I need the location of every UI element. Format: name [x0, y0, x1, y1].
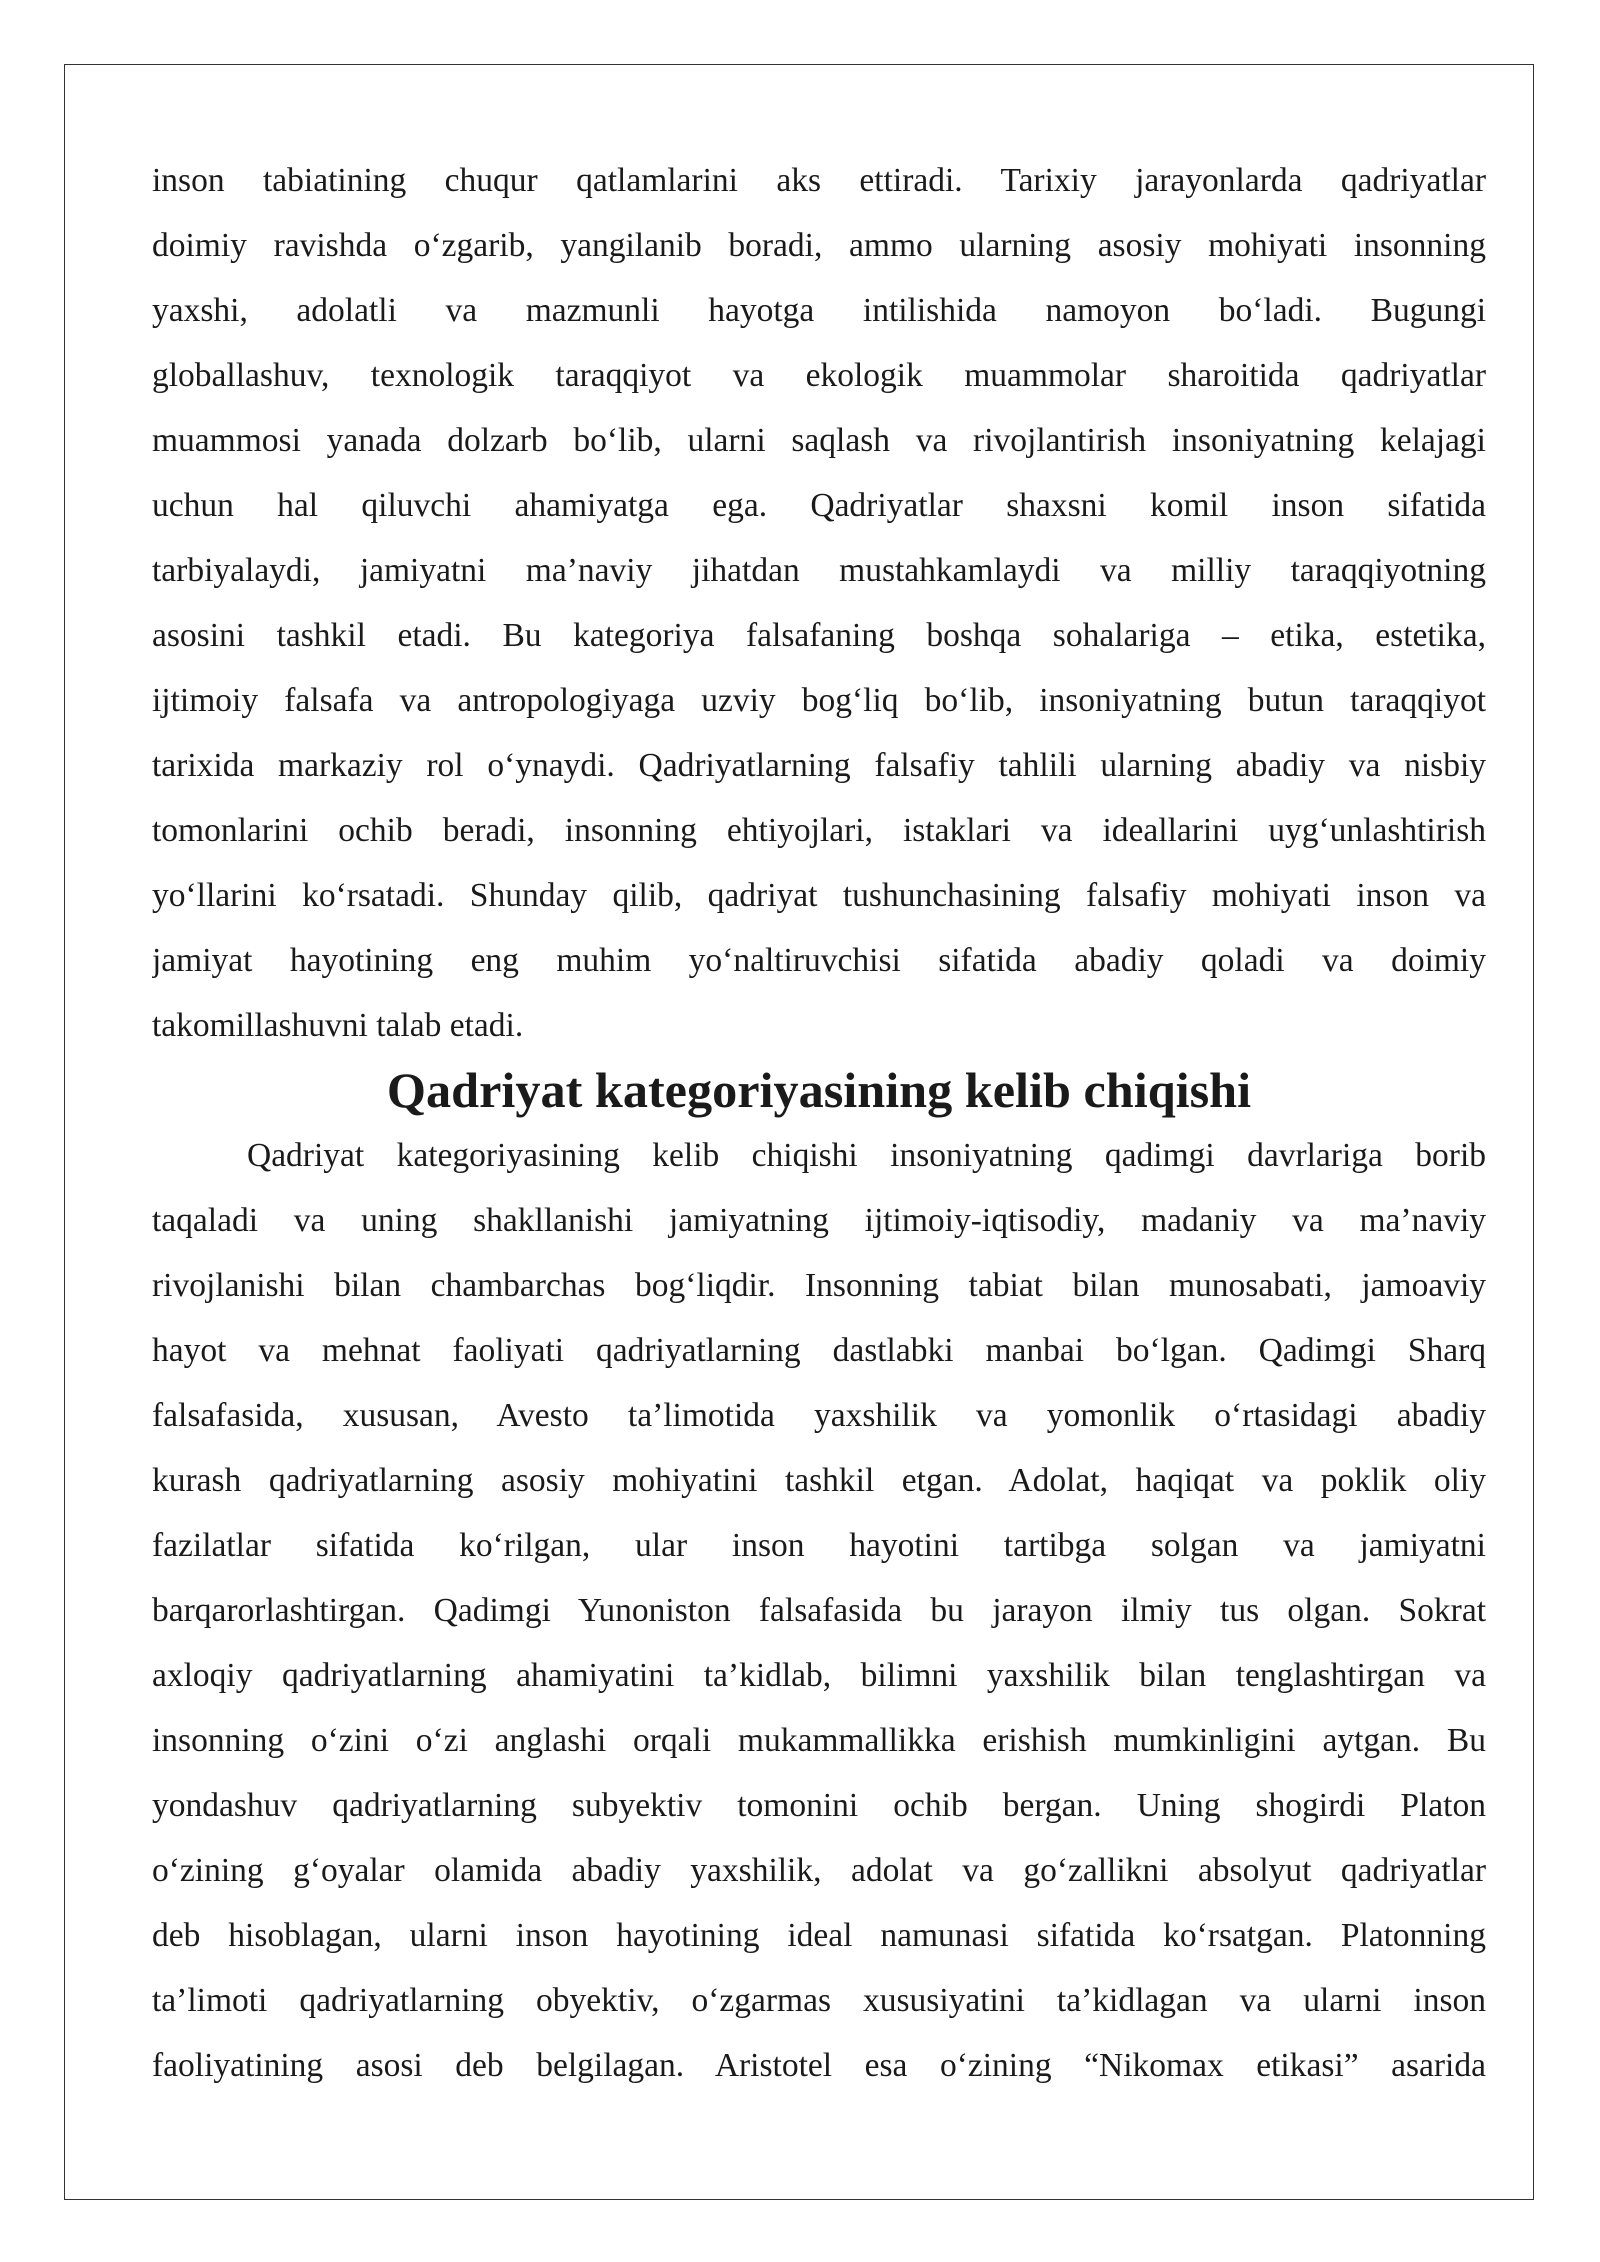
text-line: asosini tashkil etadi. Bu kategoriya falsafaning boshqa sohalariga – etika, estetika,	[152, 617, 1486, 654]
text-line: yo‘llarini ko‘rsatadi. Shunday qilib, qadriyat tushunchasining falsafiy mohiyati inson va	[152, 877, 1486, 914]
text-line: Qadriyat kategoriyasining kelib chiqishi insoniyatning qadimgi davrlariga borib	[247, 1137, 1486, 1174]
text-line: falsafasida, xususan, Avesto ta’limotida yaxshilik va yomonlik o‘rtasidagi abadiy	[152, 1397, 1486, 1434]
text-line: tarbiyalaydi, jamiyatni ma’naviy jihatdan mustahkamlaydi va milliy taraqqiyotning	[152, 552, 1486, 589]
text-line: muammosi yanada dolzarb bo‘lib, ularni saqlash va rivojlantirish insoniyatning kelajagi	[152, 422, 1486, 459]
section-heading: Qadriyat kategoriyasining kelib chiqishi	[386, 1062, 1252, 1118]
text-line: deb hisoblagan, ularni inson hayotining ideal namunasi sifatida ko‘rsatgan. Platonning	[152, 1917, 1486, 1954]
text-line: takomillashuvni talab etadi.	[152, 1007, 524, 1044]
text-line: barqarorlashtirgan. Qadimgi Yunoniston falsafasida bu jarayon ilmiy tus olgan. Sokrat	[152, 1592, 1486, 1629]
text-line: tarixida markaziy rol o‘ynaydi. Qadriyatlarning falsafiy tahlili ularning abadiy va nisbiy	[152, 747, 1486, 784]
text-line: yondashuv qadriyatlarning subyektiv tomonini ochib bergan. Uning shogirdi Platon	[152, 1787, 1486, 1824]
text-line: yaxshi, adolatli va mazmunli hayotga intilishida namoyon bo‘ladi. Bugungi	[152, 292, 1486, 329]
text-line: ijtimoiy falsafa va antropologiyaga uzviy bog‘liq bo‘lib, insoniyatning butun taraqqiyot	[152, 682, 1486, 719]
paragraph-1	[152, 148, 1486, 1058]
text-line: ta’limoti qadriyatlarning obyektiv, o‘zgarmas xususiyatini ta’kidlagan va ularni inson	[152, 1982, 1486, 2019]
text-line: inson tabiatining chuqur qatlamlarini aks ettiradi. Tarixiy jarayonlarda qadriyatlar	[152, 162, 1486, 199]
text-line: kurash qadriyatlarning asosiy mohiyatini tashkil etgan. Adolat, haqiqat va poklik oliy	[152, 1462, 1486, 1499]
text-line: hayot va mehnat faoliyati qadriyatlarning dastlabki manbai bo‘lgan. Qadimgi Sharq	[152, 1332, 1486, 1369]
text-line: axloqiy qadriyatlarning ahamiyatini ta’kidlab, bilimni yaxshilik bilan tenglashtirgan va	[152, 1657, 1486, 1694]
text-line: fazilatlar sifatida ko‘rilgan, ular inson hayotini tartibga solgan va jamiyatni	[152, 1527, 1486, 1564]
paragraph-2	[152, 1123, 1486, 2098]
text-line: globallashuv, texnologik taraqqiyot va ekologik muammolar sharoitida qadriyatlar	[152, 357, 1486, 394]
text-line: uchun hal qiluvchi ahamiyatga ega. Qadriyatlar shaxsni komil inson sifatida	[152, 487, 1486, 524]
text-line: faoliyatining asosi deb belgilagan. Aristotel esa o‘zining “Nikomax etikasi” asarida	[152, 2047, 1486, 2084]
text-line: jamiyat hayotining eng muhim yo‘naltiruvchisi sifatida abadiy qoladi va doimiy	[152, 942, 1486, 979]
text-line: insonning o‘zini o‘zi anglashi orqali mukammallikka erishish mumkinligini aytgan. Bu	[152, 1722, 1486, 1759]
text-line: rivojlanishi bilan chambarchas bog‘liqdir. Insonning tabiat bilan munosabati, jamoaviy	[152, 1267, 1486, 1304]
text-line: doimiy ravishda o‘zgarib, yangilanib boradi, ammo ularning asosiy mohiyati insonning	[152, 227, 1486, 264]
text-line: taqaladi va uning shakllanishi jamiyatning ijtimoiy-iqtisodiy, madaniy va ma’naviy	[152, 1202, 1486, 1239]
text-line: o‘zining g‘oyalar olamida abadiy yaxshilik, adolat va go‘zallikni absolyut qadriyatlar	[152, 1852, 1486, 1889]
document-body	[152, 148, 1486, 2098]
text-line: tomonlarini ochib beradi, insonning ehtiyojlari, istaklari va ideallarini uyg‘unlashtirish	[152, 812, 1486, 849]
